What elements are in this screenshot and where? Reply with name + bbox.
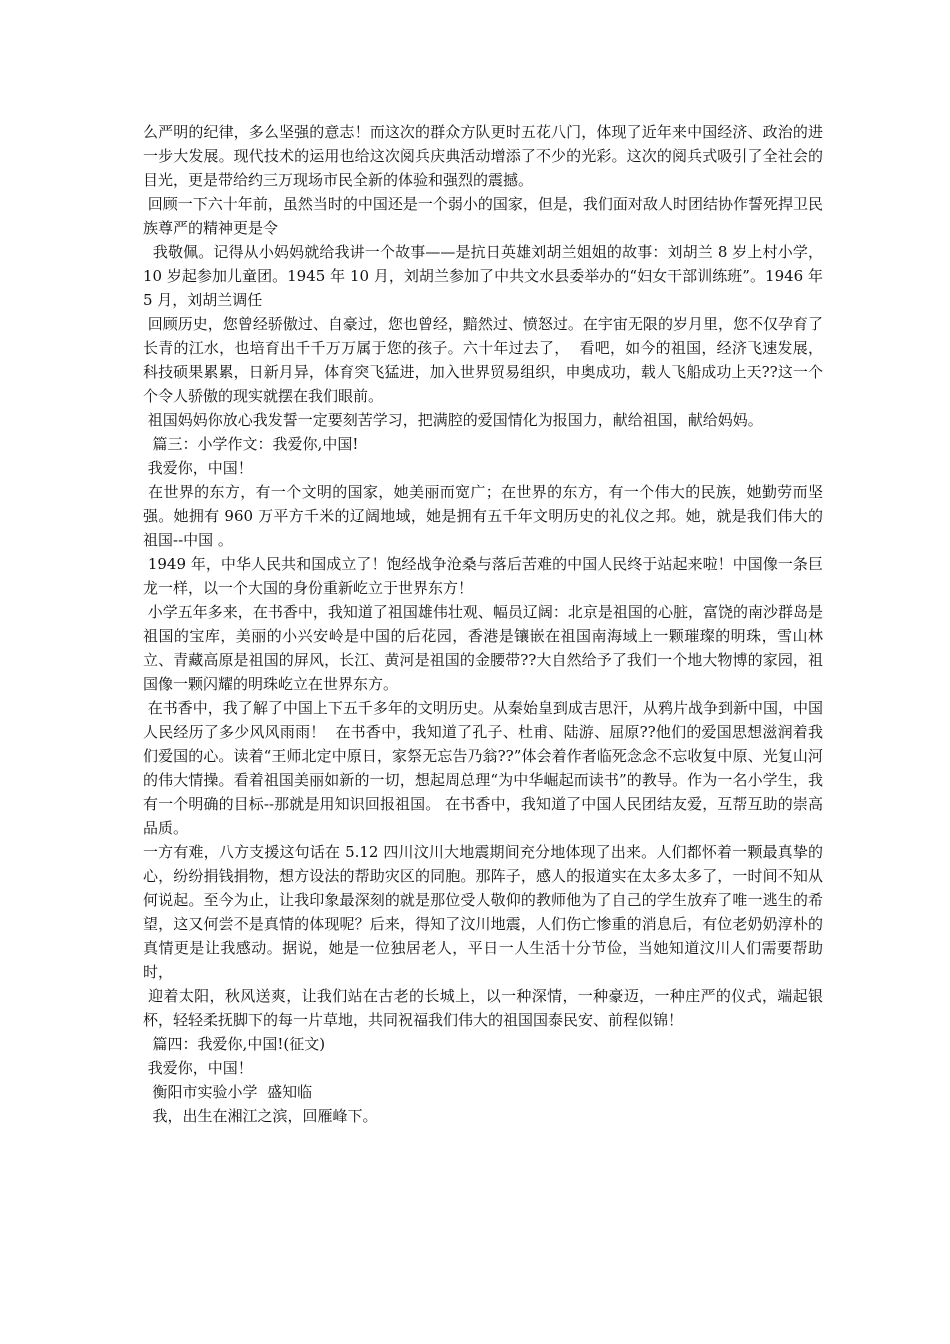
paragraph: 祖国妈妈你放心我发誓一定要刻苦学习，把满腔的爱国情化为报国力，献给祖国，献给妈妈。 bbox=[143, 411, 763, 429]
author-line: 衡阳市实验小学 盛知临 bbox=[143, 1083, 313, 1101]
paragraph: 一方有难，八方支援这句话在 5.12 四川汶川大地震期间充分地体现了出来。人们都怀着一颗最真挚的心，纷纷捐钱捐物，想方设法的帮助灾区的同胞。那阵子，感人的报道实在太多太多了，一时间不知从何说起。至今为止，让我印象最深刻的就是那位受人敬仰的教师他为了自己的学生放弃了唯一逃生的希望，这又何尝不是真情的体现呢？后来，得知了汶川地震，人们伤亡惨重的消息后，有位老奶奶淳朴的真情更是让我感动。据说，她是一位独居老人，平日一人生活十分节俭，当她知道汶川人们需要帮助时， bbox=[143, 843, 823, 981]
section-heading: 篇三：小学作文：我爱你,中国! bbox=[143, 435, 359, 453]
section-heading: 篇四：我爱你,中国!(征文) bbox=[143, 1035, 326, 1053]
document-body bbox=[143, 120, 828, 1128]
paragraph: 在书香中，我了解了中国上下五千多年的文明历史。从秦始皇到成吉思汗，从鸦片战争到新中国，中国人民经历了多少风风雨雨！ 在书香中，我知道了孔子、杜甫、陆游、屈原??他们的爱国思想滋润着我们爱国的心。读着“王师北定中原日，家祭无忘告乃翁??”体会着作者临死念念不忘收复中原、光复山河的伟大情操。看着祖国美丽如新的一切，想起周总理“为中华崛起而读书”的教导。作为一名小学生，我有一个明确的目标--那就是用知识回报祖国。 在书香中，我知道了中国人民团结友爱，互帮互助的崇高品质。 bbox=[143, 699, 823, 837]
paragraph: 我爱你，中国！ bbox=[143, 1059, 253, 1077]
paragraph: 回顾历史，您曾经骄傲过、自豪过，您也曾经，黯然过、愤怒过。在宇宙无限的岁月里，您不仅孕育了长青的江水，也培育出千千万万属于您的孩子。六十年过去了， 看吧，如今的祖国，经济飞速发展，科技硕果累累，日新月异，体育突飞猛进，加入世界贸易组织，申奥成功，载人飞船成功上天??这一个个令人骄傲的现实就摆在我们眼前。 bbox=[143, 315, 823, 405]
paragraph: 回顾一下六十年前，虽然当时的中国还是一个弱小的国家，但是，我们面对敌人时团结协作誓死捍卫民族尊严的精神更是令 bbox=[143, 195, 823, 237]
paragraph: 我，出生在湘江之滨，回雁峰下。 bbox=[143, 1107, 378, 1125]
paragraph: 在世界的东方，有一个文明的国家，她美丽而宽广；在世界的东方，有一个伟大的民族，她勤劳而坚强。她拥有 960 万平方千米的辽阔地域，她是拥有五千年文明历史的礼仪之邦。她，就是我们伟大的祖国--中国 。 bbox=[143, 483, 823, 549]
paragraph: 迎着太阳，秋风送爽，让我们站在古老的长城上，以一种深情，一种豪迈，一种庄严的仪式，端起银杯，轻轻柔抚脚下的每一片草地，共同祝福我们伟大的祖国国泰民安、前程似锦！ bbox=[143, 987, 823, 1029]
paragraph: 我爱你，中国！ bbox=[143, 459, 253, 477]
paragraph: 么严明的纪律，多么坚强的意志！而这次的群众方队更时五花八门，体现了近年来中国经济、政治的进一步大发展。现代技术的运用也给这次阅兵庆典活动增添了不少的光彩。这次的阅兵式吸引了全社会的目光，更是带给约三万现场市民全新的体验和强烈的震撼。 bbox=[143, 123, 823, 189]
paragraph: 1949 年，中华人民共和国成立了！饱经战争沧桑与落后苦难的中国人民终于站起来啦！中国像一条巨龙一样，以一个大国的身份重新屹立于世界东方！ bbox=[143, 555, 823, 597]
paragraph: 我敬佩。记得从小妈妈就给我讲一个故事——是抗日英雄刘胡兰姐姐的故事：刘胡兰 8 岁上村小学，10 岁起参加儿童团。1945 年 10 月，刘胡兰参加了中共文水县委举办的“妇女干部训练班”。1946 年 5 月，刘胡兰调任 bbox=[143, 243, 828, 309]
paragraph: 小学五年多来，在书香中，我知道了祖国雄伟壮观、幅员辽阔：北京是祖国的心脏，富饶的南沙群岛是祖国的宝库，美丽的小兴安岭是中国的后花园，香港是镶嵌在祖国南海域上一颗璀璨的明珠，雪山林立、青藏高原是祖国的屏风，长江、黄河是祖国的金腰带??大自然给予了我们一个地大物博的家园，祖国像一颗闪耀的明珠屹立在世界东方。 bbox=[143, 603, 823, 693]
